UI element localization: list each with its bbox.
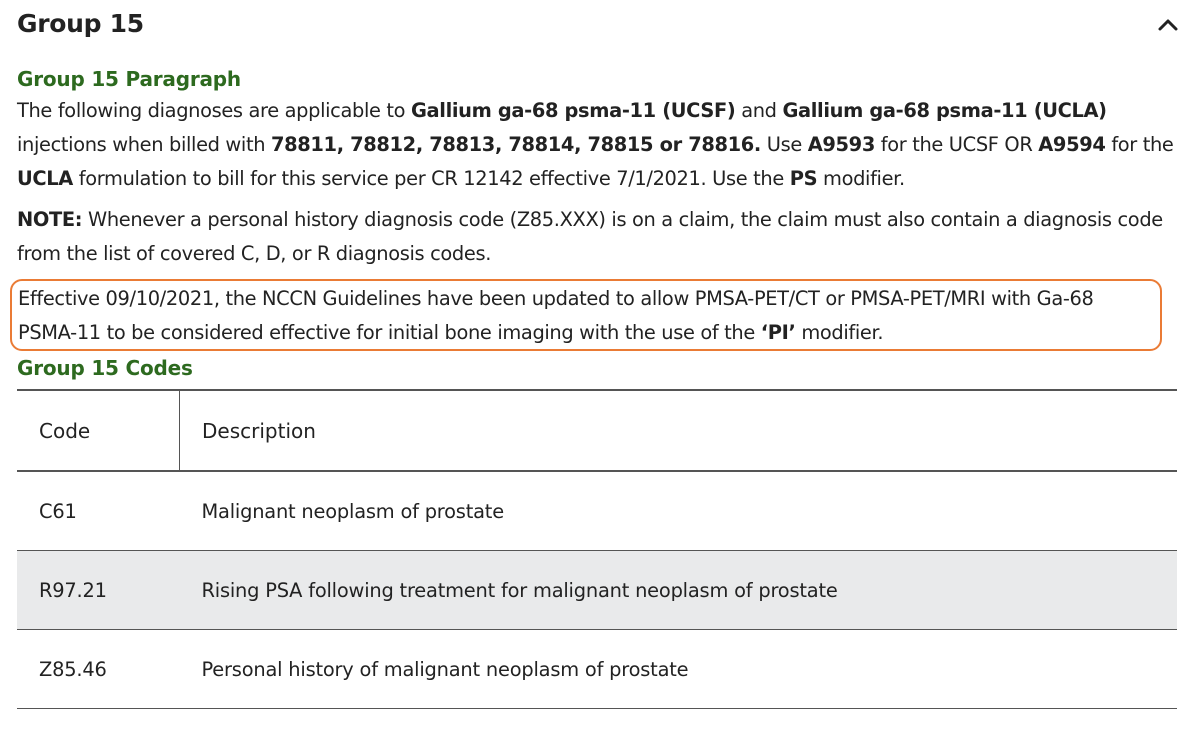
paragraph-applicable-diagnoses: [17, 94, 1183, 196]
text-segment: Whenever a personal history diagnosis code (Z85.XXX) is on a claim, the claim must also contain a diagnosis code from the list of covered C, D, or R diagnosis codes.: [17, 208, 1163, 265]
bold-segment: Gallium ga-68 psma-11 (UCSF): [410, 99, 736, 122]
text-segment: for the: [1105, 133, 1174, 156]
column-header-code[interactable]: Code: [17, 390, 180, 471]
table-header-row: [17, 390, 1177, 471]
paragraph-note: [17, 203, 1183, 271]
paragraph-heading: Group 15 Paragraph: [17, 67, 241, 91]
paragraph-nccn-update: [18, 282, 1158, 350]
bold-segment: A9593: [807, 133, 875, 156]
codes-heading: Group 15 Codes: [17, 356, 193, 380]
text-segment: The following diagnoses are applicable to: [17, 99, 411, 122]
code-cell: Z85.46: [17, 630, 180, 709]
text-segment: formulation to bill for this service per CR 12142 effective 7/1/2021. Use the: [72, 167, 790, 190]
group-content: [17, 64, 1183, 709]
description-cell: Rising PSA following treatment for malignant neoplasm of prostate: [180, 551, 1178, 630]
bold-segment: A9594: [1038, 133, 1106, 156]
text-segment: Effective 09/10/2021, the NCCN Guidelines have been updated to allow PMSA-PET/CT or PMSA-PET/MRI with Ga-68 PSMA-11 to be considered effective for initial bone imaging with the use of the: [18, 287, 1094, 344]
bold-segment: PS: [789, 167, 818, 190]
column-header-description[interactable]: Description: [180, 390, 1178, 471]
text-segment: and: [735, 99, 783, 122]
text-segment: injections when billed with: [17, 133, 271, 156]
bold-segment: ‘PI’: [760, 321, 796, 344]
note-label: NOTE:: [17, 208, 83, 231]
description-cell: Personal history of malignant neoplasm of prostate: [180, 630, 1178, 709]
group-header[interactable]: [17, 6, 1183, 42]
bold-segment: 78811, 78812, 78813, 78814, 78815 or 78816.: [270, 133, 761, 156]
bold-segment: Gallium ga-68 psma-11 (UCLA): [782, 99, 1107, 122]
table-row: [17, 551, 1177, 630]
text-segment: modifier.: [817, 167, 905, 190]
text-segment: for the UCSF OR: [874, 133, 1039, 156]
codes-table: [17, 389, 1177, 709]
text-segment: Use: [760, 133, 808, 156]
code-cell: C61: [17, 471, 180, 551]
highlight-annotation: [10, 279, 1162, 351]
code-cell: R97.21: [17, 551, 180, 630]
table-row: [17, 471, 1177, 551]
group-title: Group 15: [17, 9, 144, 38]
description-cell: Malignant neoplasm of prostate: [180, 471, 1178, 551]
chevron-up-icon[interactable]: [1153, 10, 1183, 40]
bold-segment: UCLA: [17, 167, 73, 190]
text-segment: modifier.: [795, 321, 884, 344]
table-row: [17, 630, 1177, 709]
